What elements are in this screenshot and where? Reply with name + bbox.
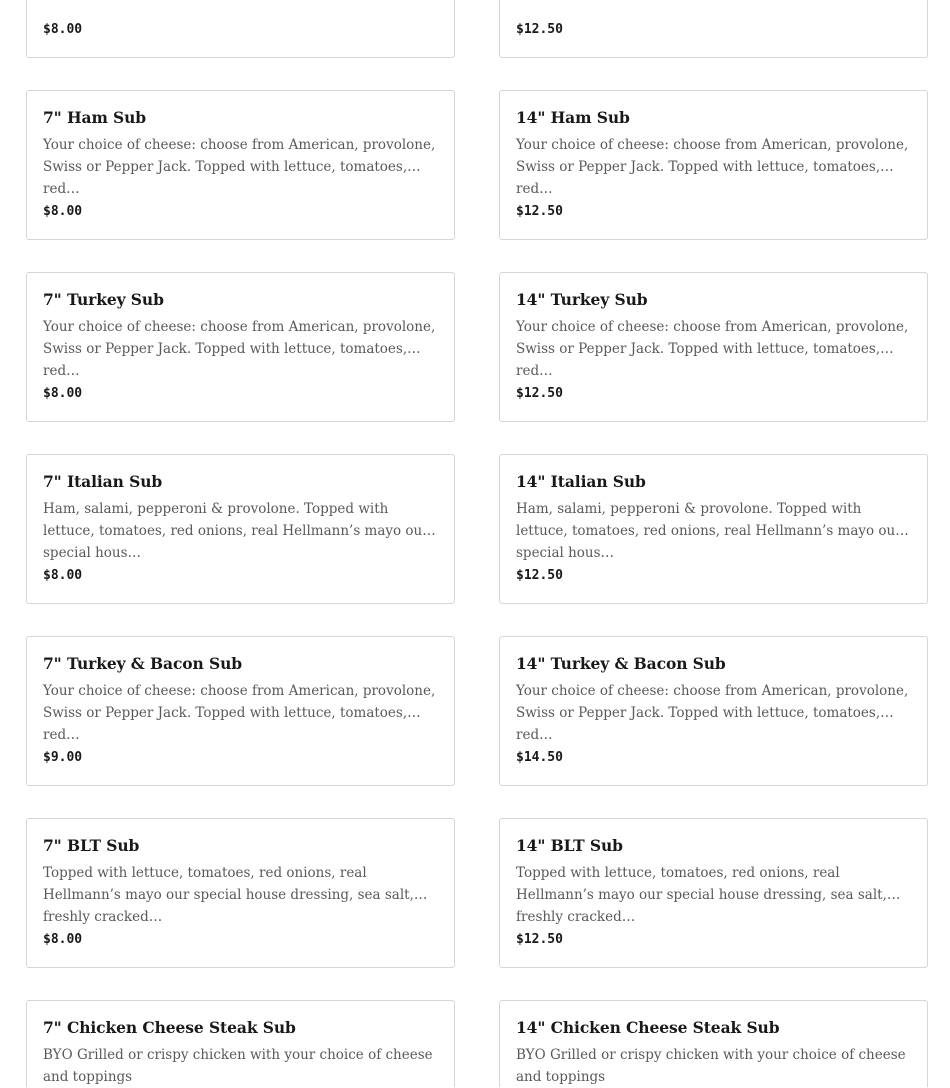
- menu-item-name: 14" Chicken Cheese Steak Sub: [516, 1018, 780, 1037]
- menu-item-price: $8.00: [43, 22, 83, 37]
- menu-item-description: Your choice of cheese: choose from American, provolone, Swiss or Pepper Jack. Topped with lettuce, tomatoes, red…: [43, 683, 436, 743]
- menu-item-price: $8.00: [43, 386, 83, 401]
- menu-item-card[interactable]: [26, 1000, 455, 1087]
- menu-item-description: Ham, salami, pepperoni & provolone. Topped with lettuce, tomatoes, red onions, real Hellmann’s mayo our special hous…: [516, 501, 902, 561]
- menu-item-card[interactable]: [499, 272, 928, 422]
- menu-item-name: 7" Turkey & Bacon Sub: [43, 654, 242, 673]
- menu-item-name: 14" Turkey & Bacon Sub: [516, 654, 726, 673]
- menu-item-description: BYO Grilled or crispy chicken with your choice of cheese and toppings: [43, 1047, 433, 1085]
- menu-item-price: $8.00: [43, 204, 83, 219]
- menu-item-card[interactable]: [26, 272, 455, 422]
- menu-item-card[interactable]: [499, 636, 928, 786]
- menu-item-description: Ham, salami, pepperoni & provolone. Topped with lettuce, tomatoes, red onions, real Hellmann’s mayo our special hous…: [43, 501, 429, 561]
- menu-item-name: 14" Ham Sub: [516, 108, 630, 127]
- menu-item-name: 7" BLT Sub: [43, 836, 140, 855]
- menu-item-description: Your choice of cheese: choose from American, provolone, Swiss or Pepper Jack. Topped with lettuce, tomatoes, red…: [43, 319, 436, 379]
- menu-item-card[interactable]: [26, 454, 455, 604]
- menu-item-price: $9.00: [43, 750, 83, 765]
- menu-item-price: $14.50: [516, 750, 563, 765]
- menu-item-price: $8.00: [43, 932, 83, 947]
- menu-item-description: Topped with lettuce, tomatoes, red onions, real Hellmann’s mayo our special house dressing, sea salt, freshly cracked…: [43, 865, 414, 925]
- menu-item-price: $12.50: [516, 204, 563, 219]
- menu-item-price: $12.50: [516, 568, 563, 583]
- menu-item-price: $12.50: [516, 386, 563, 401]
- menu-item-card[interactable]: [499, 90, 928, 240]
- menu-item-name: 7" Italian Sub: [43, 472, 163, 491]
- menu-item-name: 14" BLT Sub: [516, 836, 623, 855]
- menu-item-card[interactable]: [26, 90, 455, 240]
- menu-item-price: $8.00: [43, 568, 83, 583]
- menu-item-price: $12.50: [516, 932, 563, 947]
- menu-item-description: Your choice of cheese: choose from American, provolone, Swiss or Pepper Jack. Topped with lettuce, tomatoes, red…: [516, 137, 909, 197]
- menu-item-description: Topped with lettuce, tomatoes, red onions, real Hellmann’s mayo our special house dressing, sea salt, freshly cracked…: [516, 865, 887, 925]
- menu-item-card[interactable]: [499, 1000, 928, 1087]
- menu-item-card[interactable]: [499, 454, 928, 604]
- menu-item-name: 14" Italian Sub: [516, 472, 646, 491]
- menu-item-description: Your choice of cheese: choose from American, provolone, Swiss or Pepper Jack. Topped with lettuce, tomatoes, red…: [516, 319, 909, 379]
- menu-item-name: 7" Chicken Cheese Steak Sub: [43, 1018, 296, 1037]
- menu-item-description: BYO Grilled or crispy chicken with your choice of cheese and toppings: [516, 1047, 906, 1085]
- menu-item-name: 7" Ham Sub: [43, 108, 147, 127]
- menu-item-card[interactable]: [26, 636, 455, 786]
- menu-item-name: 14" Turkey Sub: [516, 290, 648, 309]
- menu-item-card[interactable]: [26, 818, 455, 968]
- menu-item-card[interactable]: [26, 0, 455, 58]
- menu-item-description: Your choice of cheese: choose from American, provolone, Swiss or Pepper Jack. Topped with lettuce, tomatoes, red…: [516, 683, 909, 743]
- menu-item-card[interactable]: [499, 818, 928, 968]
- menu-item-card[interactable]: [499, 0, 928, 58]
- menu-item-price: $12.50: [516, 22, 563, 37]
- menu-item-description: Your choice of cheese: choose from American, provolone, Swiss or Pepper Jack. Topped with lettuce, tomatoes, red…: [43, 137, 436, 197]
- menu-item-name: 7" Turkey Sub: [43, 290, 164, 309]
